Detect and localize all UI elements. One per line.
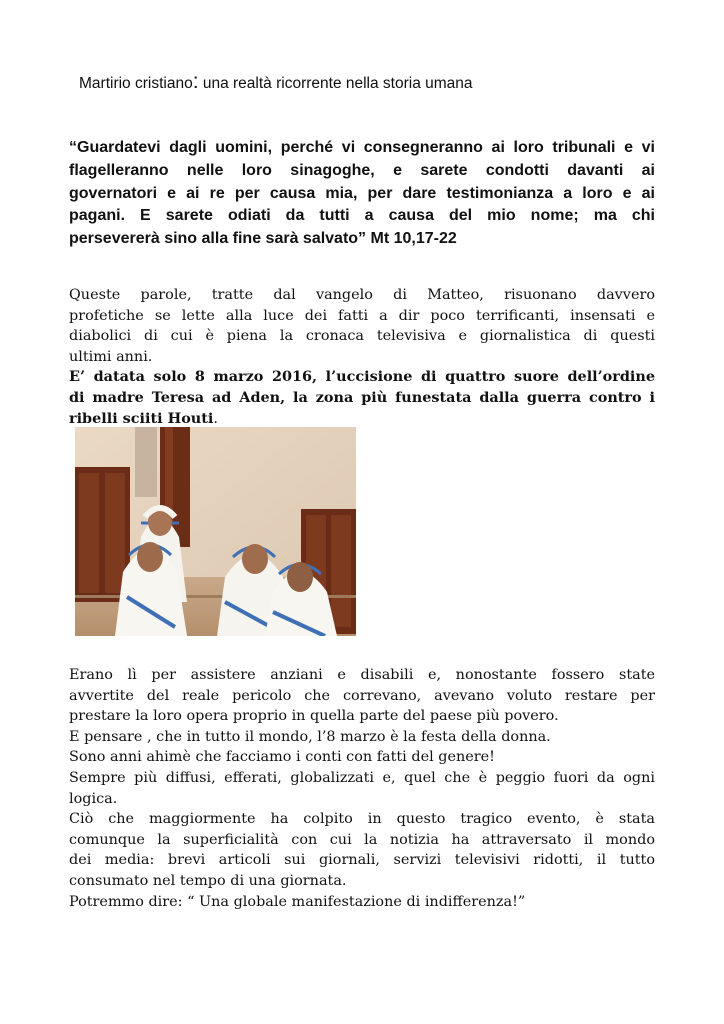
quote-line: governatori e ai re per causa mia, per dare testimonianza a loro e ai bbox=[69, 184, 655, 202]
paragraph-line: Sono anni ahimè che facciamo i conti con fatti del genere! bbox=[69, 749, 495, 766]
bold-paragraph-line: E’ datata solo 8 marzo 2016, l’uccisione di quattro suore dell’ordine bbox=[69, 368, 655, 386]
left-door bbox=[75, 467, 130, 602]
quote-line: pagani. E sarete odiati da tutti a causa del mio nome; ma chi bbox=[69, 207, 655, 225]
quote-line: “Guardatevi dagli uomini, perché vi consegneranno ai loro tribunali e vi bbox=[69, 139, 655, 156]
paragraph-line: ultimi anni. bbox=[69, 348, 153, 365]
bold-text: ribelli sciiti Houti bbox=[69, 409, 214, 427]
paragraph-line: Erano lì per assistere anziani e disabili e, nonostante fossero state bbox=[69, 667, 655, 683]
paragraph-line: consumato nel tempo di una giornata. bbox=[69, 872, 347, 889]
title-colon: : bbox=[192, 70, 199, 93]
document-title bbox=[79, 70, 473, 93]
period-text: . bbox=[213, 410, 218, 427]
paragraph-line: profetiche se lette alla luce dei fatti a dir poco terrificanti, insensati e bbox=[69, 307, 655, 324]
title-rest: una realtà ricorrente nella storia umana bbox=[198, 75, 473, 92]
paragraph-line: E pensare , che in tutto il mondo, l’8 marzo è la festa della donna. bbox=[69, 728, 551, 745]
gospel-quote bbox=[69, 137, 655, 251]
paragraph-line: avvertite del reale pericolo che correvano, avevano voluto restare per bbox=[69, 687, 655, 704]
paragraph-line: Ciò che maggiormente ha colpito in questo tragico evento, è stata bbox=[69, 811, 655, 828]
main-paragraph bbox=[69, 665, 655, 912]
quote-line: flagelleranno nelle loro sinagoghe, e sarete condotti davanti ai bbox=[69, 161, 655, 179]
paragraph-line: comunque la superficialità con cui la notizia ha attraversato il mondo bbox=[69, 831, 655, 848]
nuns-photo bbox=[75, 427, 356, 636]
paragraph-line: Potremmo dire: “ Una globale manifestazione di indifferenza!” bbox=[69, 893, 526, 910]
paragraph-line: diabolici di cui è piena la cronaca televisiva e giornalistica di questi bbox=[69, 328, 655, 345]
paragraph-line: logica. bbox=[69, 790, 118, 807]
paragraph-line: Queste parole, tratte dal vangelo di Matteo, risuonano davvero bbox=[69, 287, 655, 303]
paragraph-line: dei media: brevi articoli sui giornali, servizi televisivi ridotti, il tutto bbox=[69, 852, 655, 869]
paragraph-line: Sempre più diffusi, efferati, globalizzati e, quel che è peggio fuori da ogni bbox=[69, 769, 655, 786]
intro-paragraph bbox=[69, 285, 655, 429]
paragraph-line: prestare la loro opera proprio in quella parte del paese più povero. bbox=[69, 708, 559, 725]
quote-line: persevererà sino alla fine sarà salvato” Mt 10,17-22 bbox=[69, 230, 457, 248]
bold-paragraph-line: di madre Teresa ad Aden, la zona più funestata dalla guerra contro i bbox=[69, 388, 655, 406]
title-main: Martirio cristiano bbox=[79, 75, 193, 92]
